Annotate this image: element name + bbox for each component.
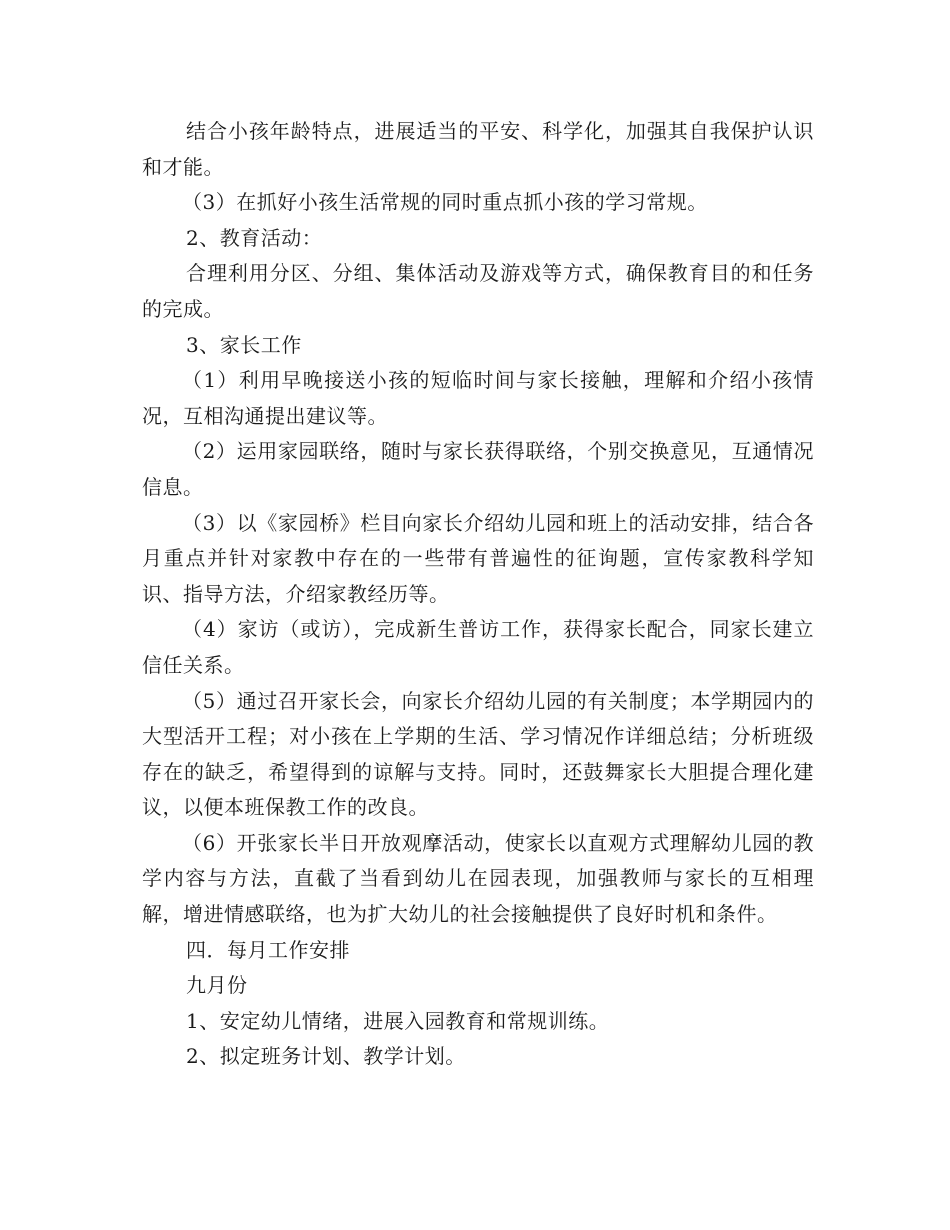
heading-monthly-schedule: 四．每月工作安排 (186, 937, 350, 962)
paragraph-parent-work-3: （3）以《家园桥》栏目向家长介绍幼儿园和班上的活动安排，结合各月重点并针对家教中存在的一些带有普遍性的征询题，宣传家教科学知识、指导方法，介绍家教经历等。 (142, 510, 814, 606)
paragraph-parent-work-6: （6）开张家长半日开放观摩活动，使家长以直观方式理解幼儿园的教学内容与方法，直截了当看到幼儿在园表现，加强教师与家长的互相理解，增进情感联络，也为扩大幼儿的社会接触提供了良好时机和条件。 (142, 830, 814, 927)
heading-education-activities: 2、教育活动： (186, 225, 323, 250)
document-body (142, 114, 814, 1075)
paragraph-parent-work-1: （1）利用早晚接送小孩的短临时间与家长接触，理解和介绍小孩情况，互相沟通提出建议等。 (142, 368, 814, 428)
list-item-september-2: 2、拟定班务计划、教学计划。 (186, 1044, 466, 1069)
paragraph-education-activities: 合理利用分区、分组、集体活动及游戏等方式，确保教育目的和任务的完成。 (142, 261, 814, 321)
heading-parent-work: 3、家长工作 (186, 332, 302, 357)
paragraph-parent-work-4: （4）家访（或访），完成新生普访工作，获得家长配合，同家长建立信任关系。 (142, 617, 814, 677)
paragraph-learning-routine: （3）在抓好小孩生活常规的同时重点抓小孩的学习常规。 (182, 190, 708, 215)
paragraph-parent-work-5: （5）通过召开家长会，向家长介绍幼儿园的有关制度；本学期园内的大型活开工程；对小孩在上学期的生活、学习情况作详细总结；分析班级存在的缺乏，希望得到的谅解与支持。同时，还鼓舞家长大胆提合理化建议，以便本班保教工作的改良。 (142, 688, 814, 820)
paragraph-parent-work-2: （2）运用家园联络，随时与家长获得联络，个别交换意见，互通情况信息。 (142, 439, 814, 499)
list-item-september-1: 1、安定幼儿情绪，进展入园教育和常规训练。 (186, 1008, 610, 1033)
heading-september: 九月份 (186, 973, 248, 998)
paragraph-safety-education: 结合小孩年龄特点，进展适当的平安、科学化，加强其自我保护认识和才能。 (142, 119, 814, 179)
